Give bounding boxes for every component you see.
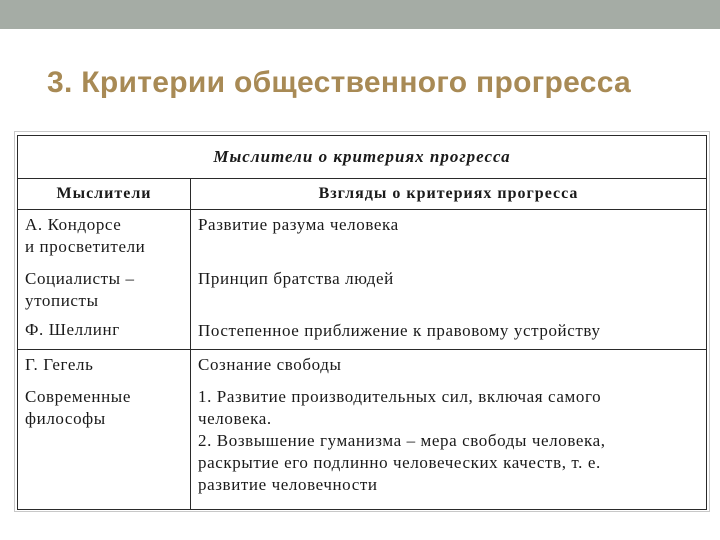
view-text: 2. Возвышение гуманизма – мера свободы человека, <box>198 431 606 450</box>
thinker-name: Современные <box>25 387 131 406</box>
view-text: 1. Развитие производительных сил, включая самого <box>198 387 602 406</box>
view-text: развитие человечности <box>198 475 378 494</box>
thinkers-cell <box>18 210 191 350</box>
views-cell <box>191 210 707 350</box>
view-text: человека. <box>198 409 272 428</box>
view-text: раскрытие его подлинно человеческих качеств, т. е. <box>198 453 601 472</box>
thinker-name: утописты <box>25 291 99 310</box>
view-text: Постепенное приближение к правовому устройству <box>198 321 601 340</box>
table-caption: Мыслители о критериях прогресса <box>18 136 707 179</box>
table-row <box>18 210 707 350</box>
view-text: Сознание свободы <box>198 355 342 374</box>
views-cell <box>191 350 707 510</box>
thinker-name: философы <box>25 409 106 428</box>
header-thinkers: Мыслители <box>18 179 191 210</box>
criteria-table <box>17 135 707 510</box>
slide-title: 3. Критерии общественного прогресса <box>47 66 632 99</box>
view-text: Принцип братства людей <box>198 269 394 288</box>
table-row <box>18 350 707 510</box>
view-text: Развитие разума человека <box>198 215 399 234</box>
top-banner <box>0 0 720 29</box>
thinker-name: Социалисты – <box>25 269 135 288</box>
table-frame <box>14 131 710 512</box>
thinker-name: Г. Гегель <box>25 355 94 374</box>
header-views: Взгляды о критериях прогресса <box>191 179 707 210</box>
thinker-name: Ф. Шеллинг <box>25 320 120 339</box>
thinker-name: и просветители <box>25 237 146 256</box>
thinkers-cell <box>18 350 191 510</box>
thinker-name: А. Кондорсе <box>25 215 122 234</box>
